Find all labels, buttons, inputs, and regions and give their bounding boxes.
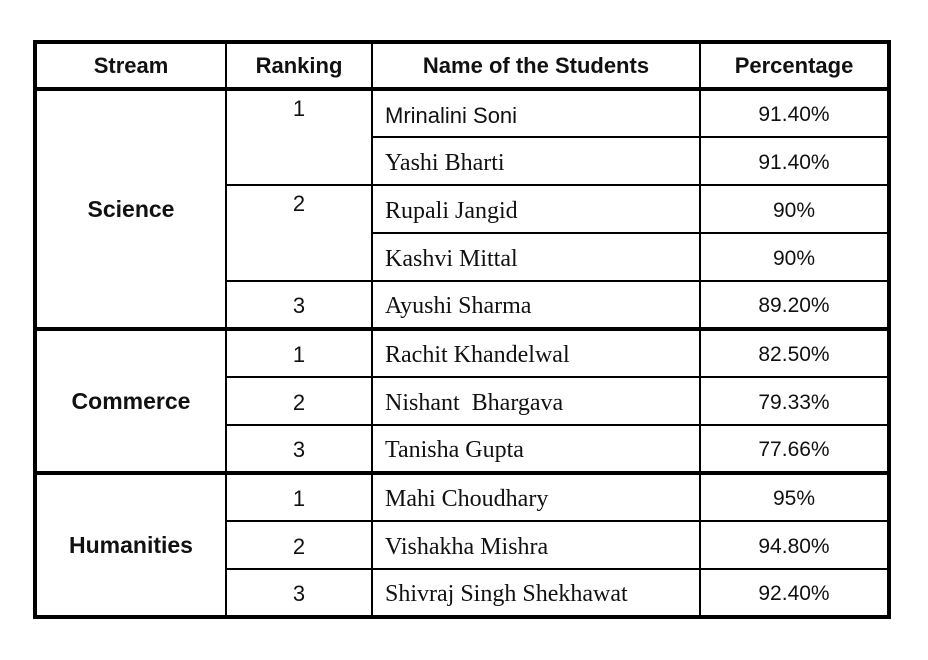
header-percentage: Percentage (700, 42, 889, 89)
table-row (35, 89, 889, 137)
header-row (35, 42, 889, 89)
percentage-cell: 92.40% (700, 569, 889, 617)
percentage-cell: 90% (700, 233, 889, 281)
rank-cell: 3 (226, 569, 372, 617)
name-cell: Vishakha Mishra (372, 521, 700, 569)
name-cell: Ayushi Sharma (372, 281, 700, 329)
header-stream: Stream (35, 42, 226, 89)
stream-cell-science: Science (35, 89, 226, 329)
name-cell: Rachit Khandelwal (372, 329, 700, 377)
name-cell: Rupali Jangid (372, 185, 700, 233)
rank-cell: 1 (226, 329, 372, 377)
percentage-cell: 91.40% (700, 137, 889, 185)
rank-cell: 1 (226, 473, 372, 521)
name-cell: Mrinalini Soni (372, 89, 700, 137)
name-cell: Nishant Bhargava (372, 377, 700, 425)
rank-cell: 2 (226, 185, 372, 281)
header-name: Name of the Students (372, 42, 700, 89)
name-cell: Mahi Choudhary (372, 473, 700, 521)
name-cell: Tanisha Gupta (372, 425, 700, 473)
stream-cell-humanities: Humanities (35, 473, 226, 617)
student-ranking-table (33, 40, 891, 619)
percentage-cell: 91.40% (700, 89, 889, 137)
percentage-cell: 79.33% (700, 377, 889, 425)
table-row (35, 473, 889, 521)
percentage-cell: 82.50% (700, 329, 889, 377)
percentage-cell: 77.66% (700, 425, 889, 473)
table-row (35, 329, 889, 377)
header-ranking: Ranking (226, 42, 372, 89)
rank-cell: 2 (226, 377, 372, 425)
percentage-cell: 94.80% (700, 521, 889, 569)
rank-cell: 3 (226, 425, 372, 473)
rank-cell: 2 (226, 521, 372, 569)
name-cell: Kashvi Mittal (372, 233, 700, 281)
name-cell: Shivraj Singh Shekhawat (372, 569, 700, 617)
name-cell: Yashi Bharti (372, 137, 700, 185)
stream-cell-commerce: Commerce (35, 329, 226, 473)
rank-cell: 1 (226, 89, 372, 185)
rank-cell: 3 (226, 281, 372, 329)
percentage-cell: 89.20% (700, 281, 889, 329)
percentage-cell: 95% (700, 473, 889, 521)
percentage-cell: 90% (700, 185, 889, 233)
